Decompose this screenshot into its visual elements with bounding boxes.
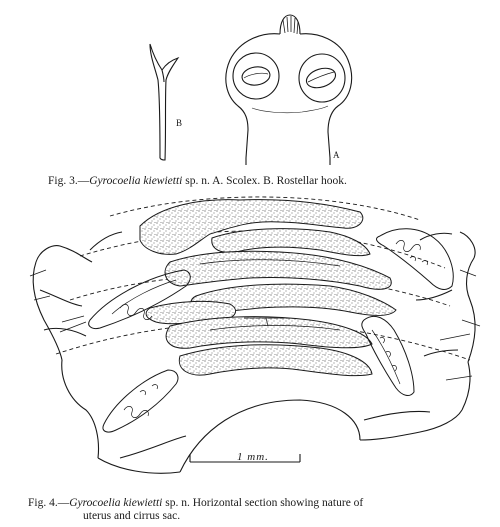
rostellar-hook: [150, 44, 178, 160]
caption-3-rest: sp. n. A. Scolex. B. Rostellar hook.: [182, 175, 347, 187]
scale-label: 1 mm.: [237, 451, 269, 463]
caption-3-prefix: Fig. 3.—: [48, 175, 90, 187]
figure-4-caption: [28, 497, 488, 523]
caption-3-species: Gyrocoelia kiewietti: [89, 175, 183, 187]
horizontal-section: [30, 197, 480, 473]
caption-4-prefix: Fig. 4.—: [28, 497, 70, 509]
label-b: B: [176, 118, 183, 128]
label-a: A: [333, 150, 340, 160]
caption-4-species: Gyrocoelia kiewietti: [69, 497, 163, 509]
figure-3-caption: [48, 175, 347, 188]
scolex: [226, 15, 352, 165]
caption-4-line2: uterus and cirrus sac.: [83, 510, 181, 522]
caption-4-rest: sp. n. Horizontal section showing nature of: [162, 497, 364, 509]
